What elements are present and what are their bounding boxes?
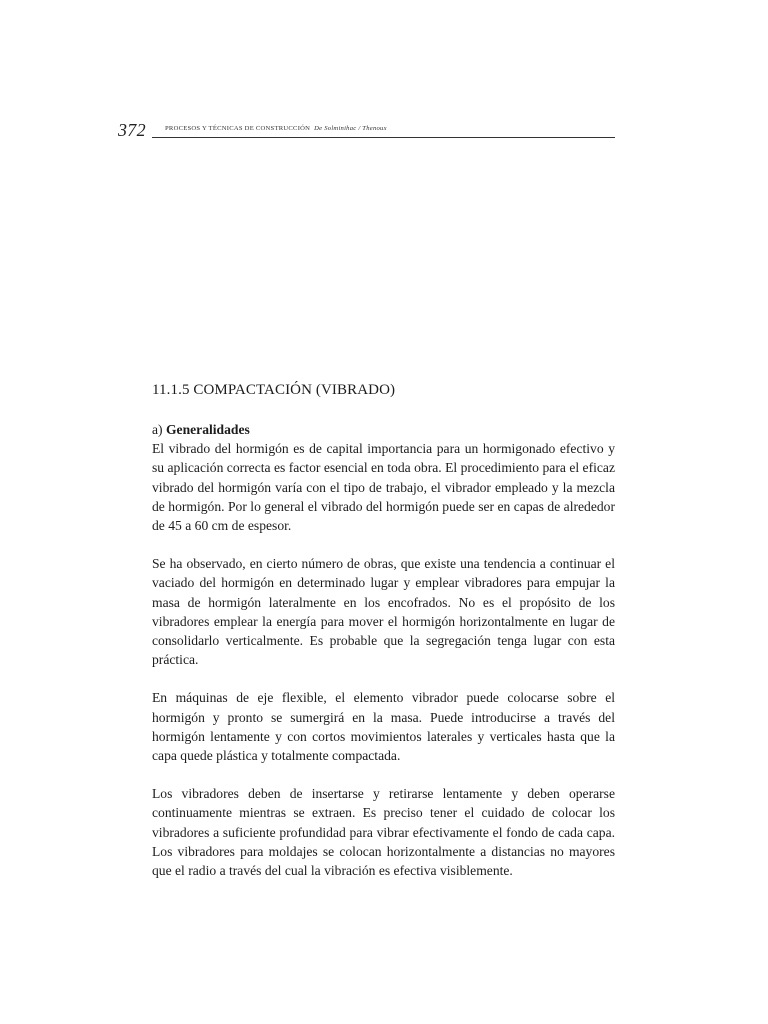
book-authors: De Solminihac / Thenoux <box>314 125 387 132</box>
section-content <box>152 380 615 899</box>
subsection-prefix: a) <box>152 422 163 437</box>
page-header <box>118 120 615 140</box>
section-title: 11.1.5 COMPACTACIÓN (VIBRADO) <box>152 382 396 398</box>
paragraph-2: Se ha observado, en cierto número de obras, que existe una tendencia a continuar el vaciado del hormigón en determinado lugar y emplear vibradores para empujar la masa de hormigón lateralmente en los encofrados. No es el propósito de los vibradores emplear la energía para mover el hormigón horizontalmente en lugar de consolidarlo verticalmente. Es probable que la segregación tenga lugar con esta práctica. <box>152 556 615 668</box>
paragraph-3: En máquinas de eje flexible, el elemento vibrador puede colocarse sobre el hormigón y pronto se sumergirá en la masa. Puede introducirse a través del hormigón lentamente y con cortos movimientos laterales y verticales hasta que la capa quede plástica y totalmente compactada. <box>152 690 615 764</box>
book-title: PROCESOS Y TÉCNICAS DE CONSTRUCCIÓN <box>165 125 311 132</box>
paragraph-4: Los vibradores deben de insertarse y retirarse lentamente y deben operarse continuamente mientras se extraen. Es preciso tener el cuidado de colocar los vibradores a suficiente profundidad para vibrar efectivamente el fondo de cada capa. Los vibradores para moldajes se colocan horizontalmente a distancias no mayores que el radio a través del cual la vibración es efectiva visiblemente. <box>152 786 615 879</box>
header-rule <box>152 137 615 138</box>
page-number: 372 <box>118 120 146 140</box>
paragraph-1: El vibrado del hormigón es de capital importancia para un hormigonado efectivo y su aplicación correcta es factor esencial en toda obra. El procedimiento para el eficaz vibrado del hormigón varía con el tipo de trabajo, el vibrador empleado y la mezcla de hormigón. Por lo general el vibrado del hormigón puede ser en capas de alrededor de 45 a 60 cm de espesor. <box>152 441 615 534</box>
subsection-heading <box>152 420 615 439</box>
running-head <box>165 125 387 132</box>
subsection-title: Generalidades <box>165 422 250 437</box>
